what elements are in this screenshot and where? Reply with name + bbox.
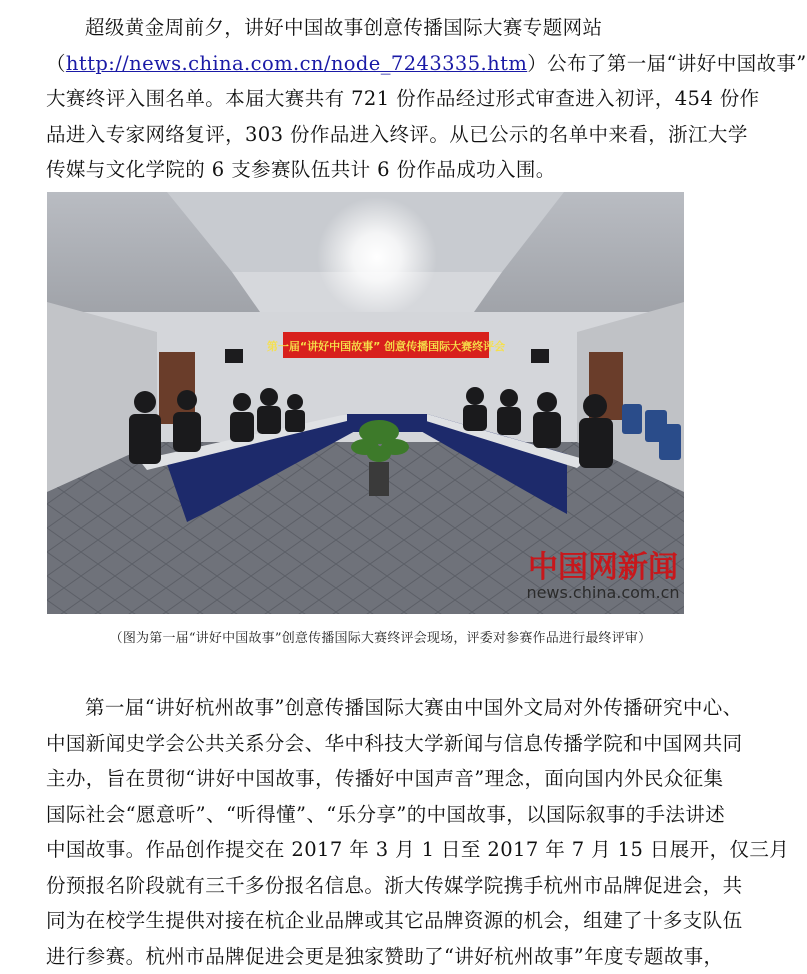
photo-caption: （图为第一届“讲好中国故事”创意传播国际大赛终评会现场，评委对参赛作品进行最终评审） [0,627,761,646]
body-line-2: 中国新闻史学会公共关系分会、华中科技大学新闻与信息传播学院和中国网共同 [46,726,716,762]
body-line-7: 同为在校学生提供对接在杭企业品牌或其它品牌资源的机会，组建了十多支队伍 [46,903,716,939]
body-line-4: 国际社会“愿意听”、“听得懂”、“乐分享”的中国故事，以国际叙事的手法讲述 [46,797,716,833]
intro-line-3: 大赛终评入围名单。本届大赛共有 721 份作品经过形式审查进入初评，454 份作 [46,81,716,117]
intro-paragraph [46,10,716,188]
meeting-photo [47,192,684,614]
intro-line-2-rest: ）公布了第一届“讲好中国故事” [527,52,806,75]
intro-line-1: 超级黄金周前夕，讲好中国故事创意传播国际大赛专题网站 [46,10,716,46]
body-line-3: 主办，旨在贯彻“讲好中国故事，传播好中国声音”理念，面向国内外民众征集 [46,761,716,797]
intro-line-5: 传媒与文化学院的 6 支参赛队伍共计 6 份作品成功入围。 [46,152,716,188]
body-line-8: 进行参赛。杭州市品牌促进会更是独家赞助了“讲好杭州故事”年度专题故事， [46,939,716,974]
speaker-right [531,349,549,363]
watermark-logo: 中国网新闻 [528,550,678,585]
intro-line-2 [46,46,716,82]
body-line-1: 第一届“讲好杭州故事”创意传播国际大赛由中国外文局对外传播研究中心、 [46,690,716,726]
body-line-6: 份预报名阶段就有三千多份报名信息。浙大传媒学院携手杭州市品牌促进会，共 [46,868,716,904]
banner-text: 第一届“讲好中国故事” 创意传播国际大赛终评会 [267,339,505,353]
intro-line-4: 品进入专家网络复评，303 份作品进入终评。从已公示的名单中来看，浙江大学 [46,117,716,153]
meeting-room-illustration [47,192,684,614]
paren-open: （ [46,52,66,75]
news-link[interactable]: http://news.china.com.cn/node_7243335.htm [66,52,527,75]
plant-pot [369,462,389,496]
body-paragraph [46,690,716,974]
speaker-left [225,349,243,363]
body-line-5: 中国故事。作品创作提交在 2017 年 3 月 1 日至 2017 年 7 月 15 日展开，仅三月 [46,832,716,868]
watermark-url: news.china.com.cn [526,583,679,602]
ceiling-light [317,197,437,317]
